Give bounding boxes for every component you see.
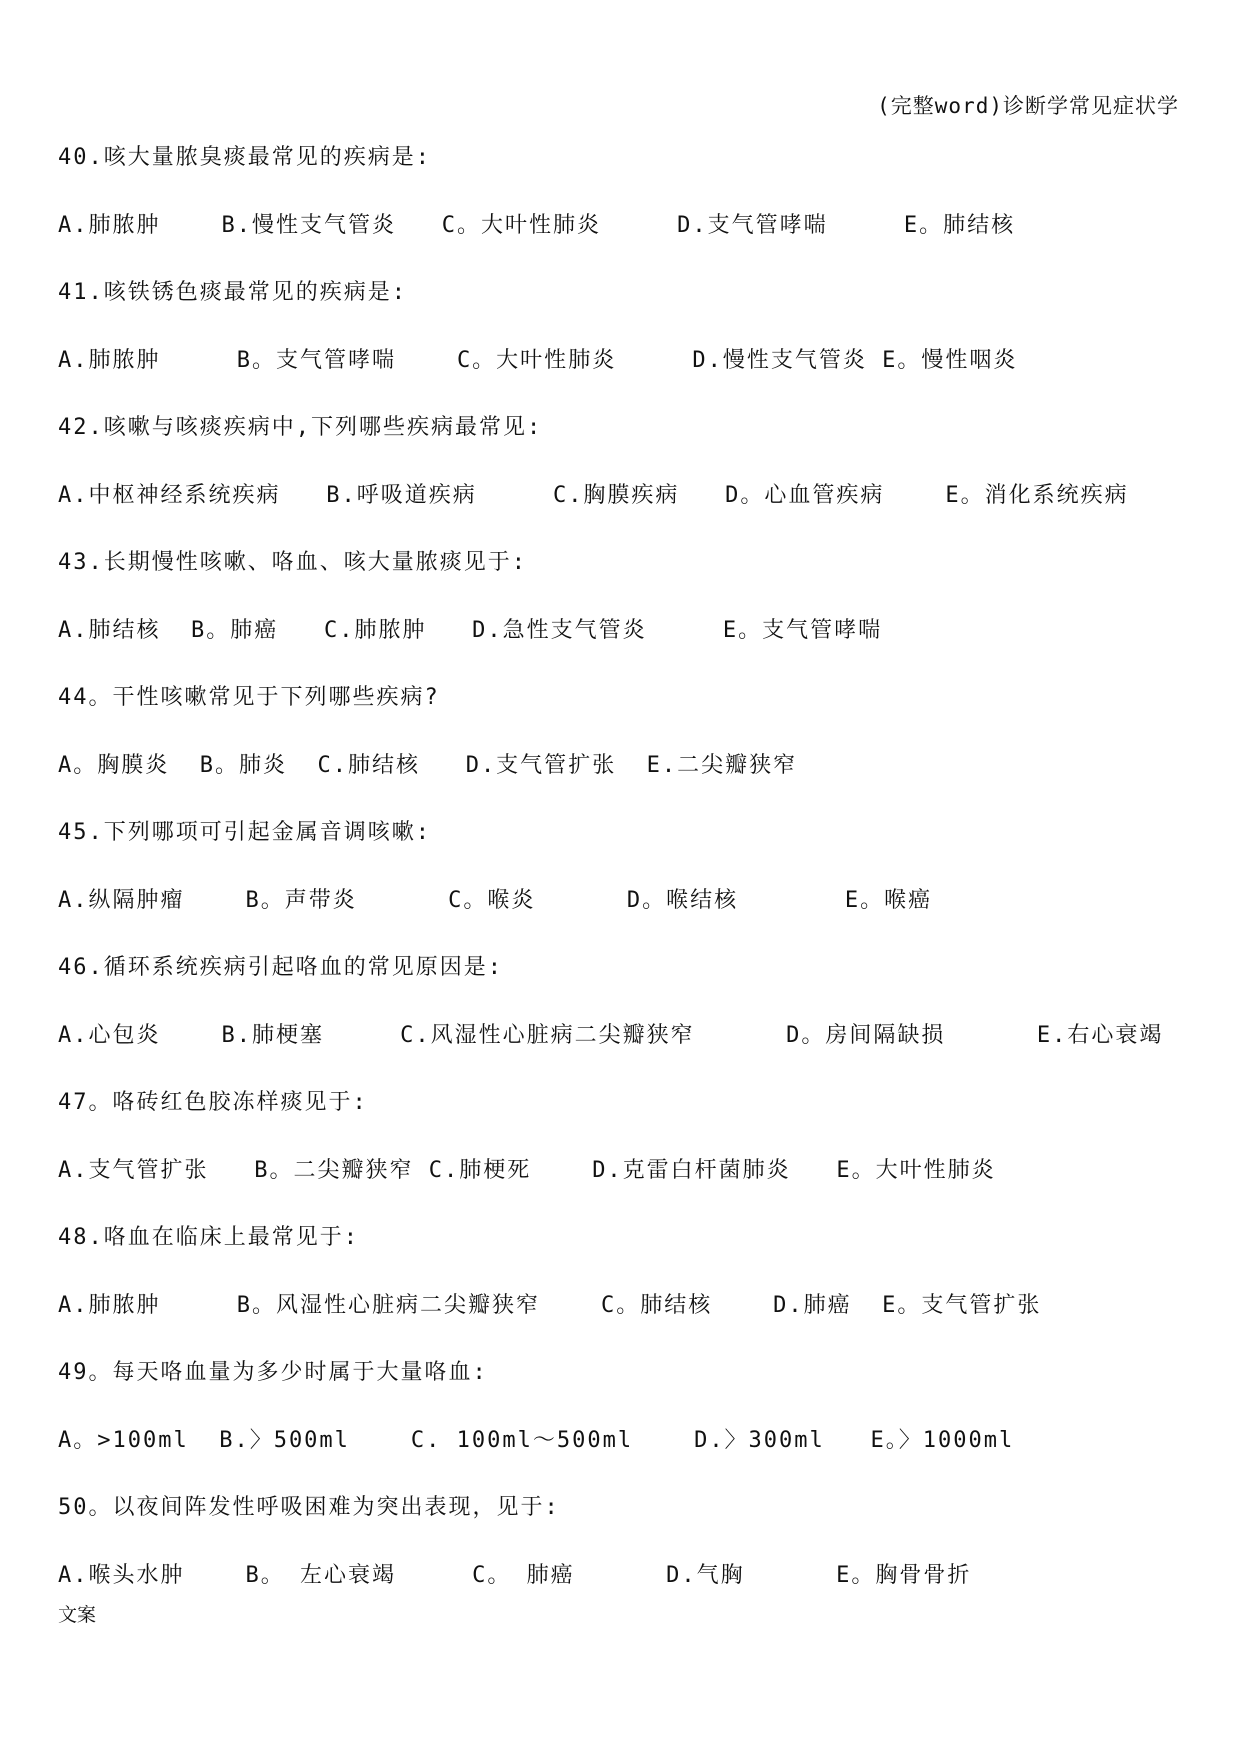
question-stem: 49。每天咯血量为多少时属于大量咯血:: [58, 1360, 488, 1385]
question-stem: 46.循环系统疾病引起咯血的常见原因是:: [58, 955, 503, 980]
question-stem: 43.长期慢性咳嗽、咯血、咳大量脓痰见于:: [58, 550, 527, 575]
question-42: [58, 408, 1188, 543]
question-48: [58, 1218, 1188, 1353]
question-45: [58, 813, 1188, 948]
question-50: [58, 1488, 1188, 1623]
question-stem: 40.咳大量脓臭痰最常见的疾病是:: [58, 145, 431, 170]
question-stem: 47。咯砖红色胶冻样痰见于:: [58, 1090, 368, 1115]
question-46: [58, 948, 1188, 1083]
question-40: [58, 138, 1188, 273]
question-stem: 41.咳铁锈色痰最常见的疾病是:: [58, 280, 407, 305]
answer-options: A。>100ml B.〉500ml C. 100ml～500ml D.〉300ml E。〉1000ml: [58, 1427, 1015, 1453]
answer-options: A.纵隔肿瘤 B。声带炎 C。喉炎 D。喉结核 E。喉癌: [58, 887, 933, 913]
question-41: [58, 273, 1188, 408]
question-49: [58, 1353, 1188, 1488]
footer-label: 文案: [58, 1604, 97, 1626]
answer-options: A.支气管扩张 B。二尖瓣狭窄 C.肺梗死 D.克雷白杆菌肺炎 E。大叶性肺炎: [58, 1157, 996, 1183]
question-stem: 50。以夜间阵发性呼吸困难为突出表现，见于:: [58, 1495, 560, 1520]
question-stem: 45.下列哪项可引起金属音调咳嗽:: [58, 820, 431, 845]
answer-options: A.肺结核 B。肺癌 C.肺脓肿 D.急性支气管炎 E。支气管哮喘: [58, 617, 883, 643]
question-stem: 44。干性咳嗽常见于下列哪些疾病?: [58, 685, 440, 710]
document-header-title: (完整word)诊断学常见症状学: [877, 94, 1179, 118]
answer-options: A.心包炎 B.肺梗塞 C.风湿性心脏病二尖瓣狭窄 D。房间隔缺损 E.右心衰竭: [58, 1022, 1164, 1048]
question-stem: 48.咯血在临床上最常见于:: [58, 1225, 359, 1250]
question-47: [58, 1083, 1188, 1218]
answer-options: A.肺脓肿 B。支气管哮喘 C。大叶性肺炎 D.慢性支气管炎 E。慢性咽炎: [58, 347, 1018, 373]
question-44: [58, 678, 1188, 813]
answer-options: A.肺脓肿 B。风湿性心脏病二尖瓣狭窄 C。肺结核 D.肺癌 E。支气管扩张: [58, 1292, 1042, 1318]
question-stem: 42.咳嗽与咳痰疾病中,下列哪些疾病最常见:: [58, 415, 543, 440]
answer-options: A.喉头水肿 B。 左心衰竭 C。 肺癌 D.气胸 E。胸骨骨折: [58, 1562, 972, 1588]
question-list: [58, 138, 1188, 1623]
answer-options: A.中枢神经系统疾病 B.呼吸道疾病 C.胸膜疾病 D。心血管疾病 E。消化系统疾病: [58, 482, 1129, 508]
question-43: [58, 543, 1188, 678]
answer-options: A.肺脓肿 B.慢性支气管炎 C。大叶性肺炎 D.支气管哮喘 E。肺结核: [58, 212, 1016, 238]
answer-options: A。胸膜炎 B。肺炎 C.肺结核 D.支气管扩张 E.二尖瓣狭窄: [58, 752, 798, 778]
